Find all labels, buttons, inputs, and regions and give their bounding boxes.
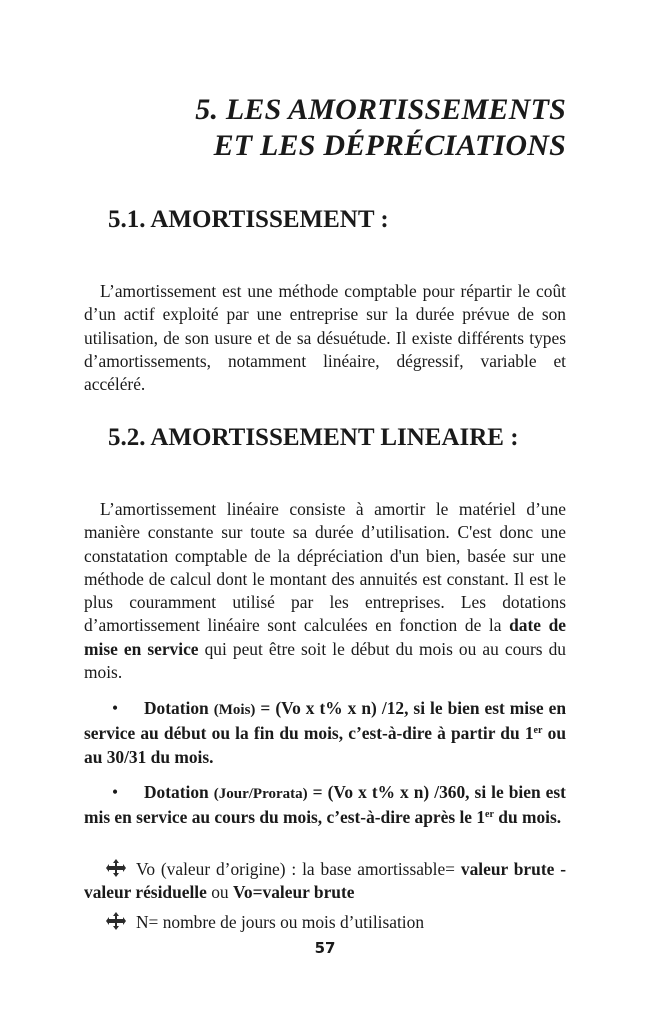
chapter-title-line-1: 5. LES AMORTISSEMENTS (195, 93, 566, 126)
note-nombre-jours (84, 911, 566, 934)
section-heading-amortissement-lineaire: 5.2. AMORTISSEMENT LINEAIRE : (108, 424, 519, 451)
page-number: 57 (314, 939, 336, 957)
bullet-text: = (Vo x t% x n) /360, si le bien est mis en service au cours du mois, c’est-à-dire après le 1 (84, 782, 566, 828)
chapter-title (195, 92, 566, 164)
bullet-symbol: • (112, 698, 119, 718)
bullet-text-end: ou au 30/31 du mois. (84, 723, 567, 767)
bullet-text: = (Vo x t% x n) /12, si le bien est mise en service au début ou la fin du mois, c’est-à-dire à partir du 1 (84, 698, 566, 744)
bullet-superscript: er (485, 809, 494, 821)
bullet-text-end: du mois. (498, 807, 562, 828)
paragraph-text-start: L’amortissement linéaire consiste à amortir le matériel d’une manière constante sur toute sa durée d’utilisation. C'est donc une constatation comptable de la dépréciation d'un bien, basée sur une méthode de calcul dont le montant des annuités est constant. Il est le plus couramment utilisé par les entreprises. Les dotations d’amortissement linéaire sont calculées en fonction de la (84, 499, 566, 636)
note-valeur-origine (84, 858, 566, 905)
note-text: N= nombre de jours ou mois d’utilisation (136, 912, 425, 932)
paragraph-amortissement-lineaire (84, 498, 566, 684)
chapter-title-line-2: ET LES DÉPRÉCIATIONS (213, 129, 566, 162)
cross-arrow-icon (106, 912, 126, 930)
note-bold-1: valeur brute - valeur résiduelle (84, 859, 566, 903)
note-middle: ou (211, 882, 229, 903)
cross-arrow-icon (106, 859, 126, 877)
bullet-label: Dotation (144, 782, 209, 802)
bullet-dotation-jour (84, 781, 566, 830)
bullet-paren: (Mois) (213, 702, 256, 718)
document-page (84, 0, 566, 1035)
bullet-superscript: er (533, 725, 543, 737)
paragraph-text-end: qui peut être soit le début du mois ou au cours du mois. (84, 638, 566, 683)
paragraph-bold-date: date de mise en service (84, 615, 566, 659)
bullet-dotation-mois (84, 697, 566, 769)
bullet-label: Dotation (144, 698, 209, 718)
paragraph-amortissement: L’amortissement est une méthode comptable pour répartir le coût d’un actif exploité par une entreprise sur la durée prévue de son utilisation, de son usure et de sa désuétude. Il existe différents types d’amortissements, notamment linéaire, dégressif, variable et accéléré. (84, 281, 566, 395)
note-text: Vo (valeur d’origine) : la base amortissable= (136, 859, 455, 879)
bullet-symbol: • (112, 782, 119, 802)
bullet-paren: (Jour/Prorata) (213, 786, 308, 802)
section-heading-amortissement: 5.1. AMORTISSEMENT : (108, 206, 389, 233)
note-bold-2: Vo=valeur brute (232, 882, 355, 903)
